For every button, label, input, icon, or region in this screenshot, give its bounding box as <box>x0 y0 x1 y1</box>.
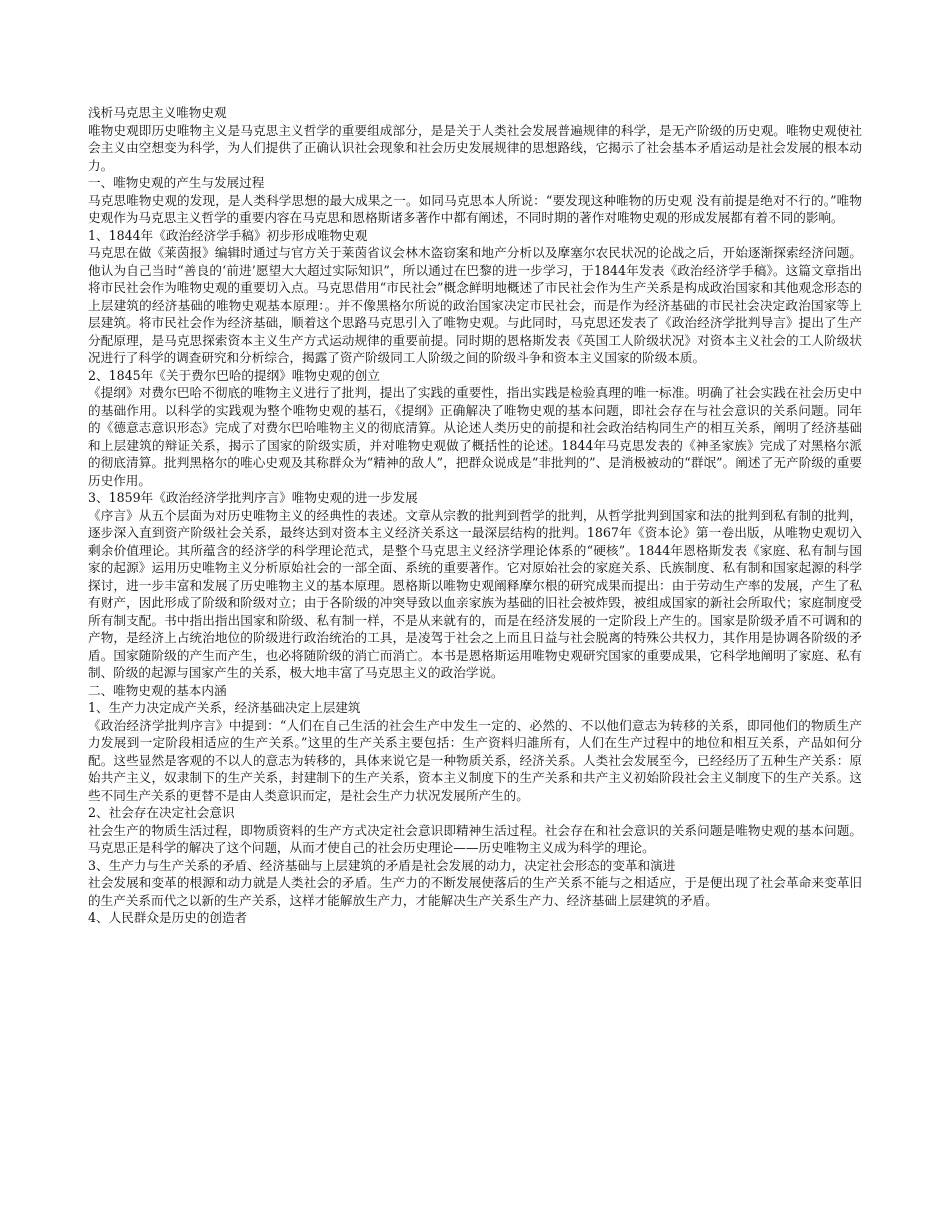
paragraph: 马克思在做《莱茵报》编辑时通过与官方关于莱茵省议会林木盗窃案和地产分析以及摩塞尔农民状况的论战之后，开始逐渐探索经济问题。他认为自己当时“善良的‘前进’愿望大大超过实际知识”，所以通过在巴黎的进一步学习，于1844年发表《政治经济学手稿》。这篇文章指出将市民社会作为唯物史观的重要切入点。马克思借用“市民社会”概念鲜明地概述了市民社会作为生产关系是构成政治国家和其他观念形态的上层建筑的经济基础的唯物史观基本原理：。并不像黑格尔所说的政治国家决定市民社会，而是作为经济基础的市民社会决定政治国家等上层建筑。将市民社会作为经济基础，顺着这个思路马克思引入了唯物史观。与此同时，马克思还发表了《政治经济学批判导言》提出了生产分配原理，是马克思探索资本主义生产方式运动规律的重要前提。同时期的恩格斯发表《英国工人阶级状况》对资本主义社会的工人阶级状况进行了科学的调查研究和分析综合，揭露了资产阶级同工人阶级之间的阶级斗争和资本主义国家的阶级本质。 <box>88 245 862 365</box>
section-heading: 1、1844年《政治经济学手稿》初步形成唯物史观 <box>88 227 368 243</box>
paragraph: 唯物史观即历史唯物主义是马克思主义哲学的重要组成部分，是是关于人类社会发展普遍规律的科学，是无产阶级的历史观。唯物史观使社会主义由空想变为科学，为人们提供了正确认识社会现象和社会历史发展规律的思想路线，它揭示了社会基本矛盾运动是社会发展的根本动力。 <box>88 122 862 173</box>
section-heading: 1、生产力决定成产关系，经济基础决定上层建筑 <box>88 700 361 715</box>
paragraph: 《序言》从五个层面为对历史唯物主义的经典性的表述。文章从宗教的批判到哲学的批判，从哲学批判到国家和法的批判到私有制的批判，逐步深入直到资产阶级社会关系，最终达到对资本主义经济关系这一最深层结构的批判。1867年《资本论》第一卷出版，从唯物史观切入剩余价值理论。其所蕴含的经济学的科学理论范式，是整个马克思主义经济学理论体系的“硬核”。1844年恩格斯发表《家庭、私有制与国家的起源》运用历史唯物主义分析原始社会的一部全面、系统的重要著作。它对原始社会的家庭关系、氏族制度、私有制和国家起源的科学探讨，进一步丰富和发展了历史唯物主义的基本原理。恩格斯以唯物史观阐释摩尔根的研究成果而提出：由于劳动生产率的发展，产生了私有财产，因此形成了阶级和阶级对立；由于各阶级的冲突导致以血亲家族为基础的旧社会被炸毁，被组成国家的新社会所取代；家庭制度受所有制支配。书中指出指出国家和阶级、私有制一样，不是从来就有的，而是在经济发展的一定阶段上产生的。国家是阶级矛盾不可调和的产物，是经济上占统治地位的阶级进行政治统治的工具，是凌驾于社会之上而且日益与社会脱离的特殊公共权力，其作用是协调各阶级的矛盾。国家随阶级的产生而产生，也必将随阶级的消亡而消亡。本书是恩格斯运用唯物史观研究国家的重要成果，它科学地阐明了家庭、私有制、阶级的起源与国家产生的关系，极大地丰富了马克思主义的政治学说。 <box>88 507 862 680</box>
document-title: 浅析马克思主义唯物史观 <box>88 105 227 120</box>
section-heading: 二、唯物史观的基本内涵 <box>88 682 227 698</box>
paragraph: 马克思唯物史观的发现，是人类科学思想的最大成果之一。如同马克思本人所说：“要发现这种唯物的历史观 没有前提是绝对不行的。”唯物史观作为马克思主义哲学的重要内容在马克思和恩格斯诸多著作中都有阐述，不同时期的著作对唯物史观的形成发展都有着不同的影响。 <box>88 192 862 225</box>
section-heading: 2、社会存在决定社会意识 <box>88 805 235 820</box>
document-body <box>88 104 862 927</box>
section-heading: 一、唯物史观的产生与发展过程 <box>88 175 265 190</box>
paragraph: 社会生产的物质生活过程，即物质资料的生产方式决定社会意识即精神生活过程。社会存在和社会意识的关系问题是唯物史观的基本问题。马克思正是科学的解决了这个问题，从而才使自己的社会历史理论——历史唯物主义成为科学的理论。 <box>88 822 862 855</box>
paragraph: 《政治经济学批判序言》中提到：“人们在自己生活的社会生产中发生一定的、必然的、不以他们意志为转移的关系，即同他们的物质生产力发展到一定阶段相适应的生产关系。”这里的生产关系主要包括：生产资料归誰所有，人们在生产过程中的地位和相互关系，产品如何分配。这些显然是客观的不以人的意志为转移的，具体来说它是一种物质关系，经济关系。人类社会发展至今，已经经历了五种生产关系：原始共产主义，奴隶制下的生产关系，封建制下的生产关系，资本主义制度下的生产关系和共产主义初始阶段社会主义制度下的生产关系。这些不同生产关系的更替不是由人类意识而定，是社会生产力状况发展所产生的。 <box>88 717 862 803</box>
section-heading: 3、1859年《政治经济学批判序言》唯物史观的进一步发展 <box>88 490 418 505</box>
paragraph: 社会发展和变革的根源和动力就是人类社会的矛盾。生产力的不断发展使落后的生产关系不能与之相适应，于是便出现了社会革命来变革旧的生产关系而代之以新的生产关系，这样才能解放生产力，才能解决生产关系生产力、经济基础上层建筑的矛盾。 <box>88 875 862 908</box>
section-heading: 3、生产力与生产关系的矛盾、经济基础与上层建筑的矛盾是社会发展的动力，决定社会形态的变革和演进 <box>88 857 676 873</box>
paragraph: 《提纲》对费尔巴哈不彻底的唯物主义进行了批判，提出了实践的重要性，指出实践是检验真理的唯一标准。明确了社会实践在社会历史中的基础作用。以科学的实践观为整个唯物史观的基石，《提纲》正确解决了唯物史观的基本问题，即社会存在与社会意识的关系问题。同年的《德意志意识形态》完成了对费尔巴哈唯物主义的彻底清算。从论述人类历史的前提和社会政治结构同生产的相互关系，阐明了经济基础和上层建筑的辩证关系，揭示了国家的阶级实质，并对唯物史观做了概括性的论述。1844年马克思发表的《神圣家族》完成了对黑格尔派的彻底清算。批判黑格尔的唯心史观及其称群众为“精神的敌人”，把群众说成是“非批判的”、是消极被动的“群氓”。阐述了无产阶级的重要历史作用。 <box>88 385 862 488</box>
section-heading: 2、1845年《关于费尔巴哈的提纲》唯物史观的创立 <box>88 367 380 383</box>
section-heading: 4、人民群众是历史的创造者 <box>88 910 248 925</box>
